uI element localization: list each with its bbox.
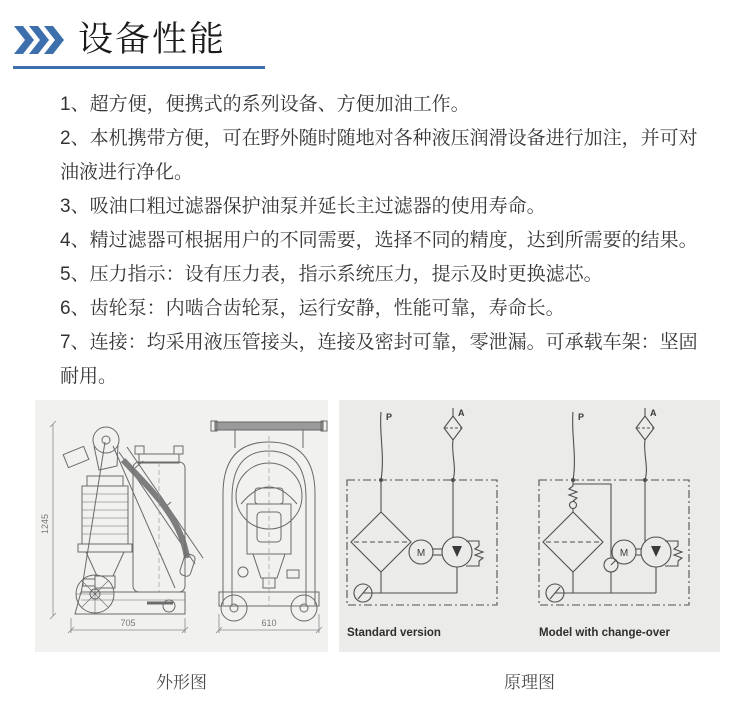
feature-item-5: 5、压力指示：设有压力表，指示系统压力，提示及时更换滤芯。 [60,264,603,285]
diagram-panels [35,400,720,652]
port-p-label: P [578,412,585,422]
side-view-drawing [40,421,203,633]
port-a-label: A [458,408,465,418]
motor-letter: M [416,548,426,559]
feature-list [60,88,710,394]
outline-drawing-svg [35,400,328,652]
filter-symbol [543,512,603,572]
front-view-drawing [211,421,327,633]
motor-letter: M [619,548,629,559]
outline-drawing-panel [35,400,328,652]
feature-item-6: 6、齿轮泵：内啮合齿轮泵，运行安静，性能可靠，寿命长。 [60,298,565,319]
title-underline [13,66,265,69]
check-valve-symbol [569,480,577,512]
variant-standard-label: Standard version [347,627,441,639]
feature-item-1: 1、超方便，便携式的系列设备、方便加油工作。 [60,94,470,115]
filter-symbol [351,512,411,572]
changeover-valve-symbol [573,484,618,593]
motor-symbol [612,540,636,564]
coupler-symbol [636,416,654,440]
motor-symbol [409,540,433,564]
schematic-svg [339,400,720,652]
coupler-symbol [444,416,462,440]
triple-chevron-right-icon [14,26,64,54]
section-header [14,20,226,60]
port-p-label: P [386,412,393,422]
outline-caption: 外形图 [156,673,207,692]
page-title: 设备性能 [78,20,227,59]
port-a-label: A [650,408,657,418]
feature-item-2: 2、本机携带方便，可在野外随时随地对各种液压润滑设备进行加注，并可对油液进行净化。 [60,128,698,183]
standard-schematic [347,408,497,639]
diagram-captions [35,670,720,696]
dim-side-width-label: 705 [120,618,136,628]
dim-front-width-label: 610 [261,618,277,628]
schematic-panel [339,400,720,652]
feature-item-7: 7、连接：均采用液压管接头，连接及密封可靠，零泄漏。可承载车架：坚固耐用。 [60,332,698,387]
feature-item-4: 4、精过滤器可根据用户的不同需要，选择不同的精度，达到所需要的结果。 [60,230,698,251]
schematic-caption: 原理图 [504,673,555,692]
changeover-schematic [539,408,689,639]
feature-item-3: 3、吸油口粗过滤器保护油泵并延长主过滤器的使用寿命。 [60,196,546,217]
variant-changeover-label: Model with change-over [539,627,670,639]
dim-height-label: 1245 [40,513,50,534]
